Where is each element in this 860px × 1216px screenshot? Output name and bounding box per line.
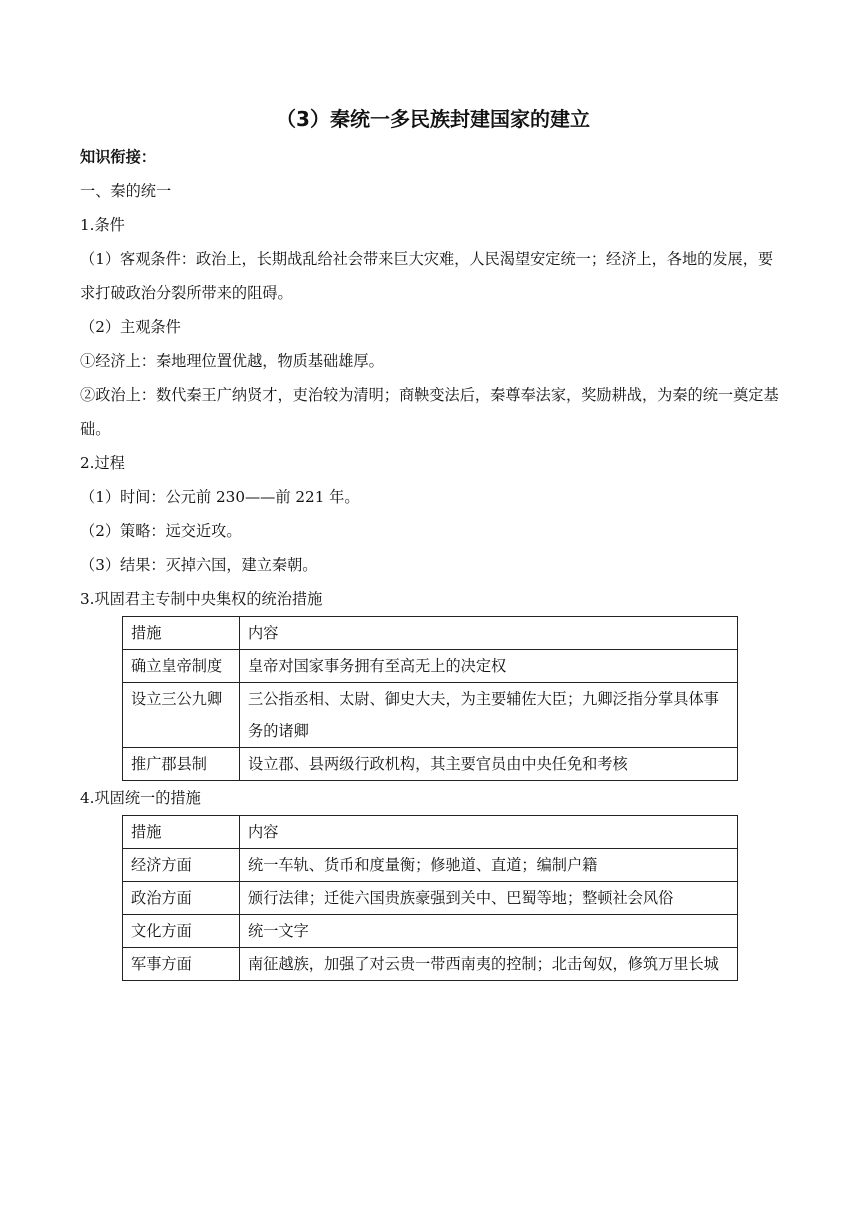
table-cell-content: 三公指丞相、太尉、御史大夫，为主要辅佐大臣；九卿泛指分掌具体事务的诸卿 [240, 683, 738, 748]
centralization-table [122, 616, 738, 781]
table-header-row [123, 617, 738, 650]
table-cell-content: 设立郡、县两级行政机构，其主要官员由中央任免和考核 [240, 748, 738, 781]
table2-heading: 4.巩固统一的措施 [80, 789, 201, 807]
table-header-cell: 内容 [240, 617, 738, 650]
table-cell-measure: 推广郡县制 [123, 748, 240, 781]
table-cell-measure: 政治方面 [123, 882, 240, 915]
unification-table [122, 815, 738, 981]
process-result: （3）结果：灭掉六国，建立秦朝。 [80, 556, 318, 574]
process-time: （1）时间：公元前 230——前 221 年。 [80, 488, 360, 506]
table-row [123, 915, 738, 948]
table1-heading: 3.巩固君主专制中央集权的统治措施 [80, 590, 323, 608]
table-cell-content: 皇帝对国家事务拥有至高无上的决定权 [240, 650, 738, 683]
table-row [123, 882, 738, 915]
section-heading: 一、秦的统一 [80, 182, 172, 200]
table-cell-content: 颁行法律；迁徙六国贵族豪强到关中、巴蜀等地；整顿社会风俗 [240, 882, 738, 915]
table-cell-measure: 设立三公九卿 [123, 683, 240, 748]
economic-condition: ①经济上：秦地理位置优越，物质基础雄厚。 [80, 352, 384, 370]
political-condition: ②政治上：数代秦王广纳贤才，吏治较为清明；商鞅变法后，秦尊奉法家，奖励耕战，为秦的统一奠定基础。 [80, 386, 779, 438]
table-cell-content: 南征越族，加强了对云贵一带西南夷的控制；北击匈奴，修筑万里长城 [240, 948, 738, 981]
table-row [123, 849, 738, 882]
process-heading: 2.过程 [80, 454, 125, 472]
table-cell-measure: 经济方面 [123, 849, 240, 882]
table-header-cell: 措施 [123, 816, 240, 849]
document-page [80, 0, 786, 981]
table-cell-content: 统一文字 [240, 915, 738, 948]
table-cell-measure: 军事方面 [123, 948, 240, 981]
page-title: （3）秦统一多民族封建国家的建立 [276, 107, 590, 131]
table-cell-content: 统一车轨、货币和度量衡；修驰道、直道；编制户籍 [240, 849, 738, 882]
table-header-row [123, 816, 738, 849]
objective-conditions: （1）客观条件：政治上，长期战乱给社会带来巨大灾难，人民渴望安定统一；经济上，各地的发展，要求打破政治分裂所带来的阻碍。 [80, 250, 774, 302]
conditions-heading: 1.条件 [80, 216, 125, 234]
table-header-cell: 内容 [240, 816, 738, 849]
table-cell-measure: 确立皇帝制度 [123, 650, 240, 683]
table-header-cell: 措施 [123, 617, 240, 650]
table-row [123, 650, 738, 683]
subjective-heading: （2）主观条件 [80, 318, 181, 336]
table-cell-measure: 文化方面 [123, 915, 240, 948]
intro-label: 知识衔接： [80, 148, 156, 166]
table-row [123, 948, 738, 981]
process-strategy: （2）策略：远交近攻。 [80, 522, 242, 540]
table-row [123, 683, 738, 748]
table-row [123, 748, 738, 781]
